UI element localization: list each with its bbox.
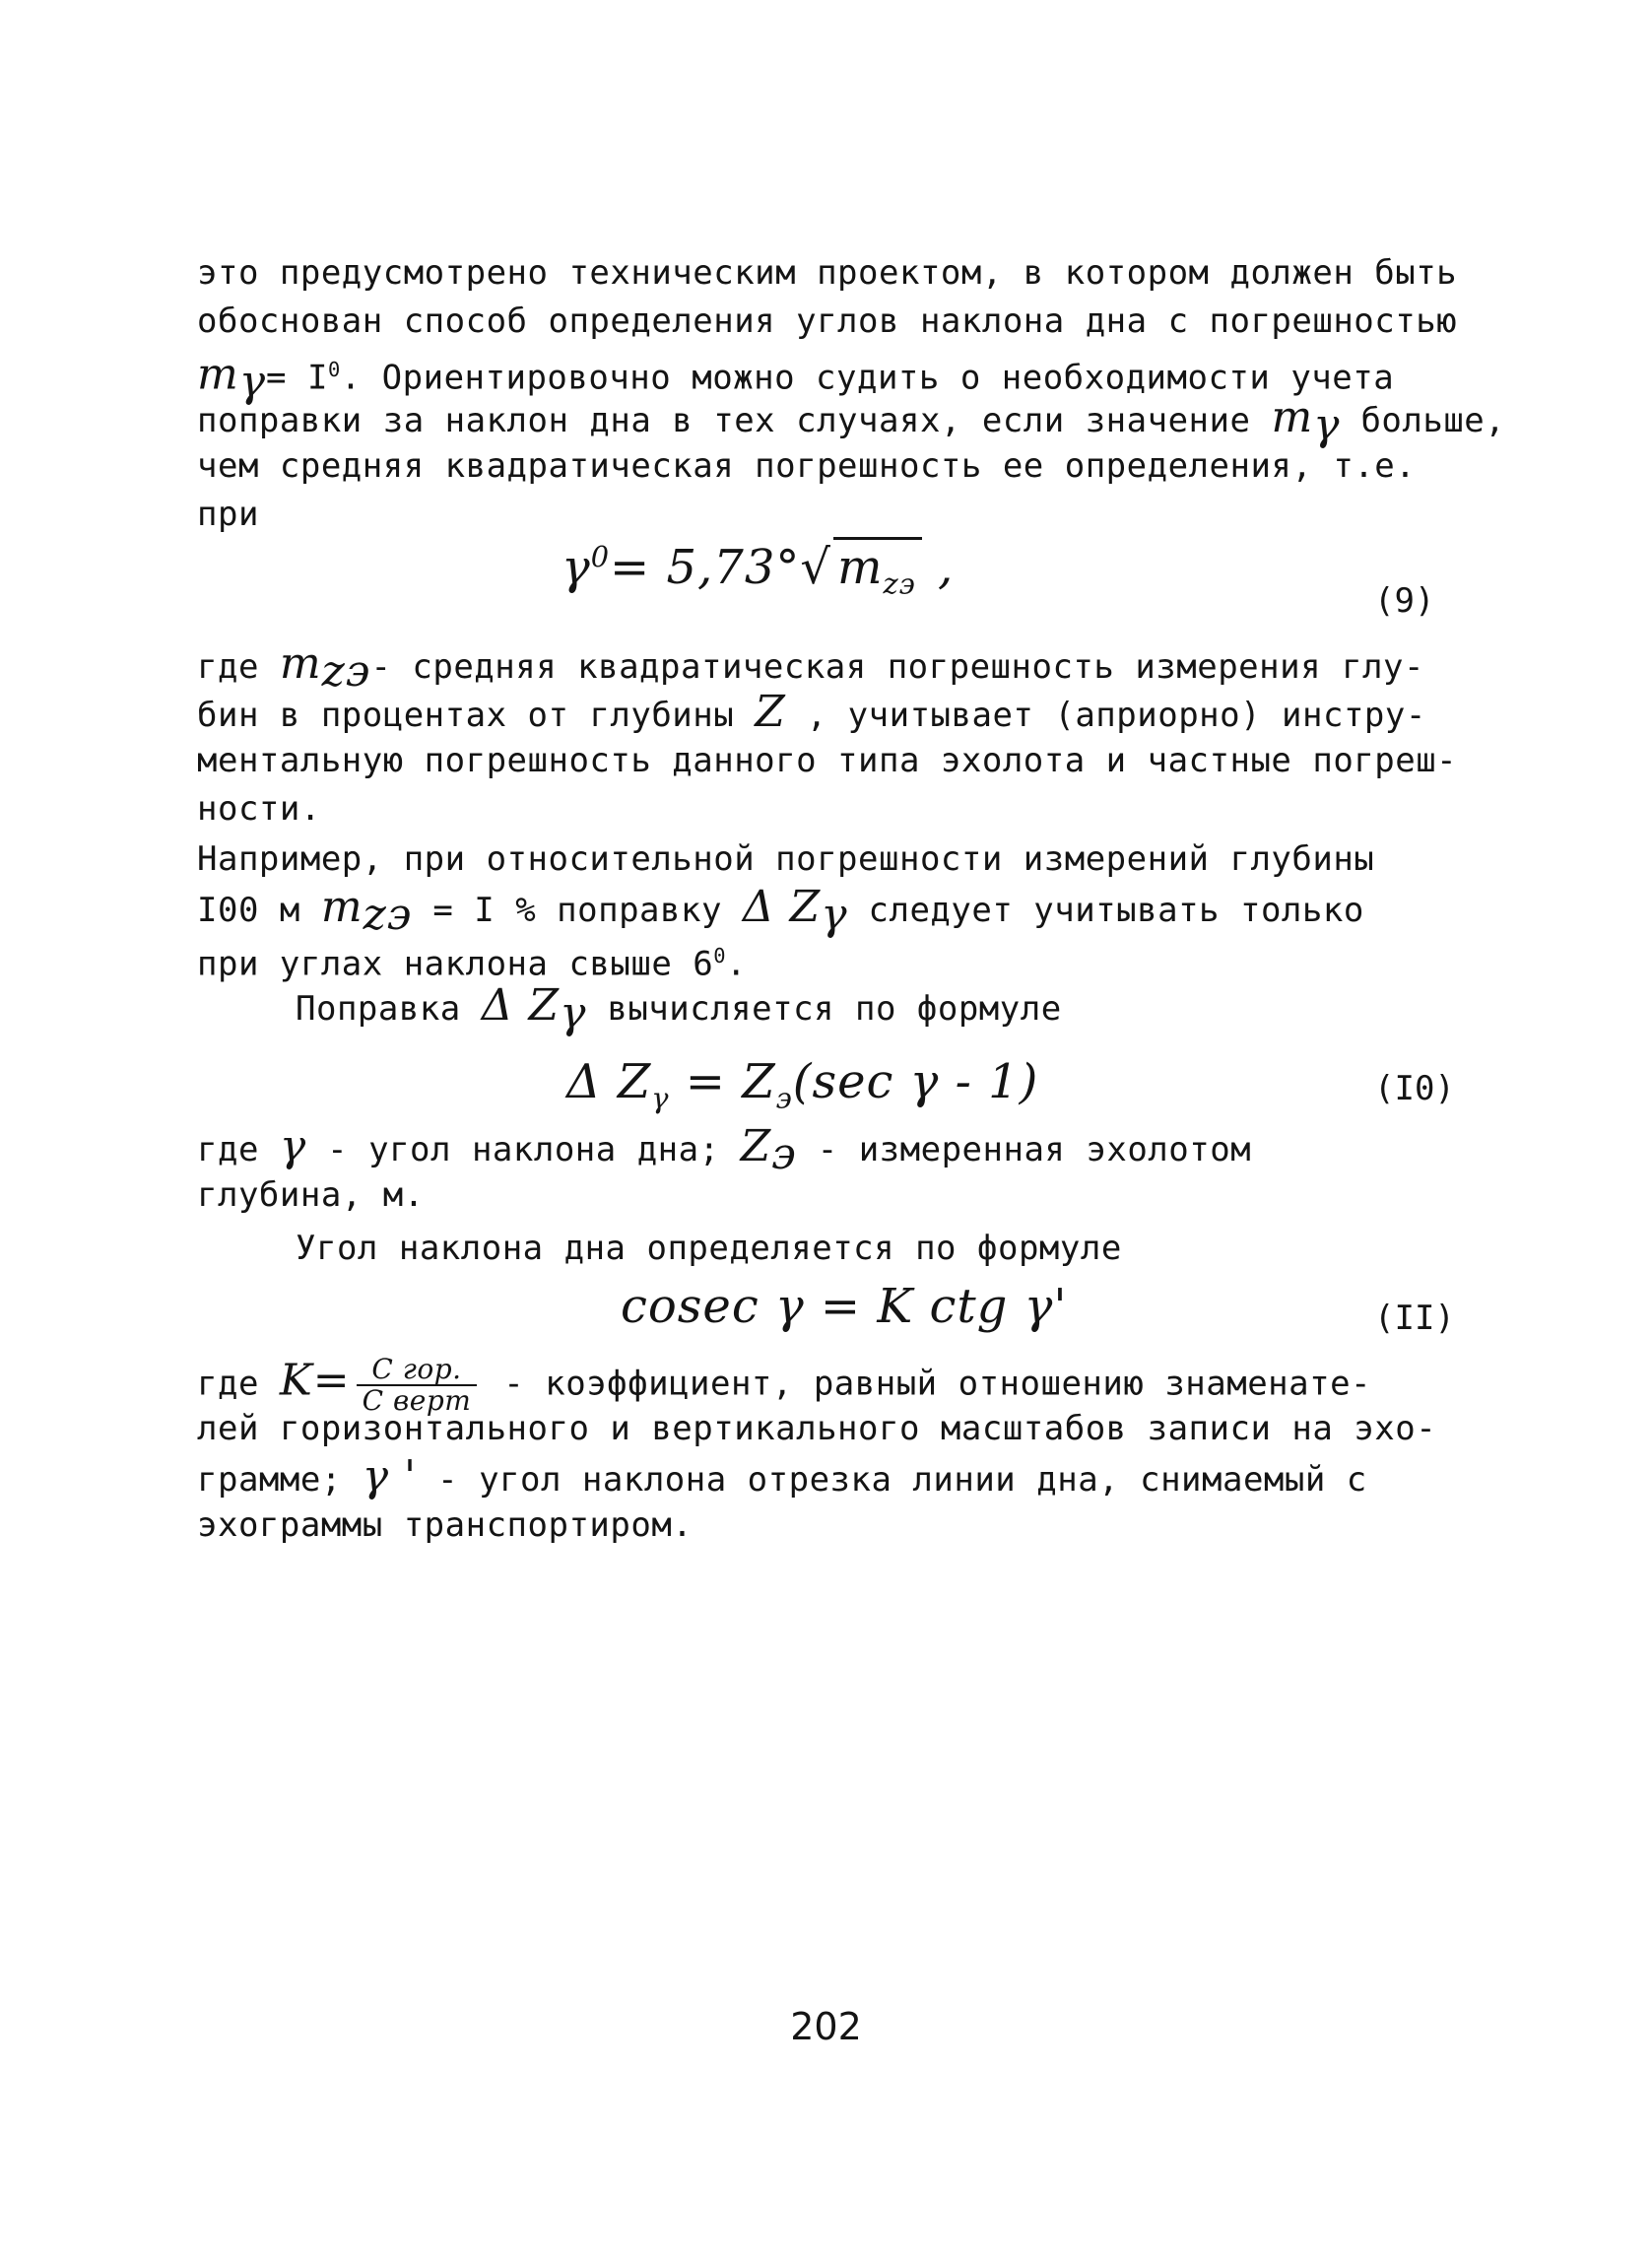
subscript: э	[775, 1081, 793, 1115]
symbol-m: m	[197, 349, 239, 400]
text-fragment: - угол наклона дна;	[306, 1130, 741, 1169]
text-fragment: больше,	[1340, 401, 1506, 440]
radicand	[833, 537, 922, 601]
equation-coefficient: = 5,73°	[610, 540, 801, 595]
symbol-delta-z: Δ Z	[566, 1054, 652, 1109]
page-number: 202	[790, 2005, 862, 2048]
text-fragment: Поправка	[296, 989, 482, 1029]
symbol-delta-z: Δ Z	[481, 980, 561, 1031]
text-fragment: где	[197, 1364, 280, 1404]
text-line	[197, 1123, 1468, 1178]
text-fragment: - средняя квадратическая погрешность измерения глу-	[370, 647, 1424, 687]
equation-9	[562, 537, 954, 601]
symbol-m: m	[836, 540, 884, 595]
symbol-m: m	[279, 638, 322, 689]
subscript: zэ	[883, 567, 916, 601]
text-fragment: - угол наклона отрезка линии дна, снимаемый с	[417, 1460, 1367, 1500]
text-fragment: поправки за наклон дна в тех случаях, если значение	[197, 401, 1272, 440]
text-fragment: .	[726, 944, 748, 984]
symbol-gamma: γ	[560, 987, 587, 1038]
text-line: обоснован способ определения углов наклона дна с погрешностью	[197, 301, 1458, 341]
text-fragment: где	[197, 647, 280, 687]
equation-11: cosec γ = K ctg γ'	[621, 1279, 1068, 1334]
text-line: лей горизонтального и вертикального масштабов записи на эхо-	[197, 1409, 1437, 1448]
symbol-gamma: γ	[238, 357, 267, 408]
text-line: чем средняя квадратическая погрешность ее определения, т.е.	[197, 446, 1417, 486]
subscript: э	[771, 1128, 797, 1179]
text-fragment: = I % поправку	[412, 891, 743, 930]
symbol-delta-z: Δ Z	[742, 882, 822, 932]
fraction-numerator: C гор.	[357, 1355, 478, 1386]
degree-sup: 0	[327, 358, 341, 381]
text-fragment: , учитывает (априорно) инстру-	[785, 696, 1426, 735]
subscript: zэ	[363, 889, 413, 940]
subscript: zэ	[321, 645, 371, 697]
symbol-z: Z	[740, 1121, 772, 1171]
equation-number: (I0)	[1374, 1069, 1455, 1108]
text-line	[197, 1453, 1468, 1503]
degree-sup: 0	[713, 944, 727, 967]
symbol-m: m	[1271, 392, 1314, 442]
symbol-z: Z	[755, 687, 786, 737]
symbol-m: m	[320, 882, 363, 932]
text-line	[197, 884, 1468, 939]
text-line: ментальную погрешность данного типа эхолота и частные погреш-	[197, 741, 1458, 780]
text-fragment: при углах наклона свыше 6	[197, 944, 714, 984]
text-fragment: грамме;	[197, 1460, 363, 1500]
equation-rhs-tail: (sec γ - 1)	[792, 1054, 1039, 1109]
text-line: при	[197, 495, 259, 534]
equation-rhs: = Z	[669, 1054, 776, 1109]
text-fragment: . Ориентировочно можно судить о необходимости учета	[340, 358, 1395, 398]
text-fragment: следует учитывать только	[847, 891, 1364, 930]
text-fragment: I00 м	[197, 891, 321, 930]
text-fragment: бин в процентах от глубины	[197, 696, 756, 735]
equation-10	[566, 1054, 1038, 1115]
equation-number: (II)	[1374, 1299, 1455, 1338]
symbol-k: K=	[279, 1355, 351, 1406]
text-line: эхограммы транспортиром.	[197, 1505, 694, 1545]
radical-sign: √	[800, 540, 831, 595]
text-fragment: вычисляется по формуле	[586, 989, 1062, 1029]
symbol-gamma: γ	[562, 540, 591, 595]
equation-tail: ,	[921, 540, 955, 595]
text-fragment: где	[197, 1130, 280, 1169]
fraction-denominator: C верт	[362, 1384, 472, 1417]
text-line: Например, при относительной погрешности измерений глубины	[197, 839, 1375, 879]
text-line	[197, 689, 1468, 739]
text-line: ности.	[197, 789, 321, 829]
text-line	[296, 982, 1566, 1037]
symbol-gamma-prime: γ '	[362, 1451, 418, 1501]
symbol-gamma: γ	[651, 1081, 670, 1115]
text-fragment: - коэффициент, равный отношению знаменате-	[483, 1364, 1372, 1404]
symbol-gamma: γ	[821, 889, 848, 940]
text-line	[197, 932, 1468, 987]
text-line	[197, 640, 1468, 696]
text-line: Угол наклона дна определяется по формуле	[296, 1229, 1122, 1268]
text-line	[197, 392, 1506, 450]
symbol-gamma: γ	[279, 1121, 307, 1171]
equation-number: (9)	[1374, 581, 1435, 621]
text-line: это предусмотрено техническим проектом, в котором должен быть	[197, 253, 1458, 293]
symbol-gamma: γ	[1313, 399, 1341, 450]
text-fragment: = I	[266, 358, 328, 398]
degree-sup: 0	[590, 540, 611, 573]
text-line: глубина, м.	[197, 1175, 425, 1215]
text-fragment: - измеренная эхолотом	[796, 1130, 1252, 1169]
